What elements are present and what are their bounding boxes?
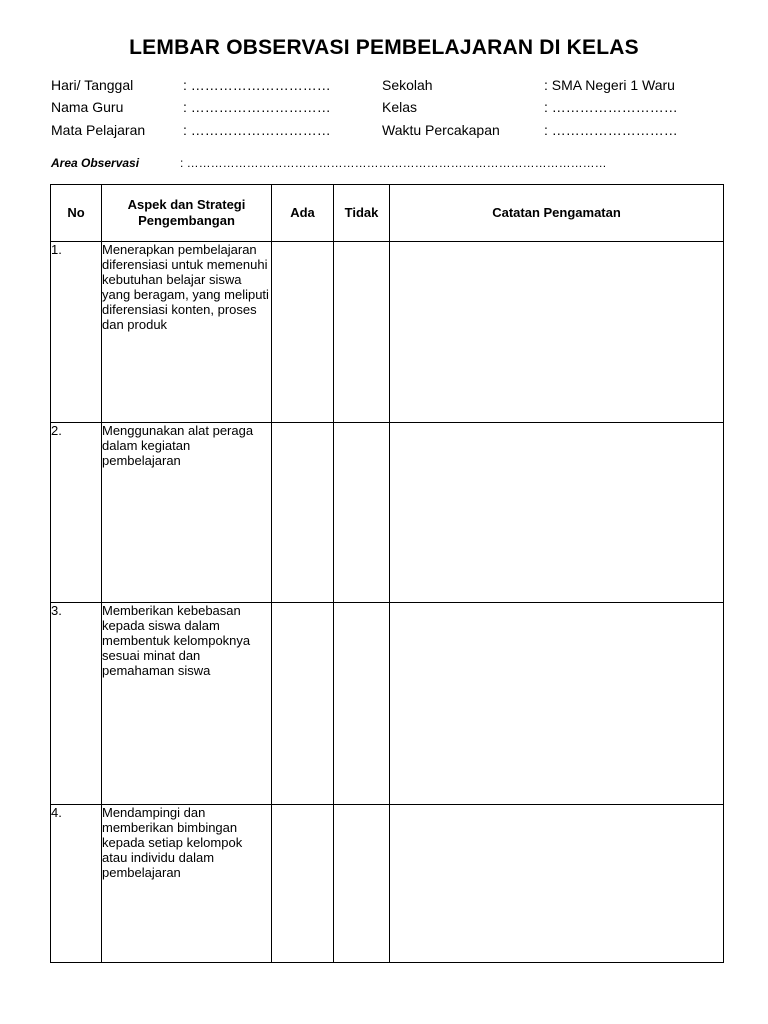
header-notes: Catatan Pengamatan: [390, 185, 724, 242]
info-label-teacher: Nama Guru: [51, 99, 124, 115]
row-notes-cell[interactable]: [390, 242, 724, 423]
info-value-time[interactable]: : ………………………: [544, 122, 678, 138]
row-aspect: Menerapkan pembelajaran diferensiasi untuk memenuhi kebutuhan belajar siswa yang beragam, yang meliputi diferensiasi konten, proses dan produk: [102, 242, 272, 423]
row-notes-cell[interactable]: [390, 603, 724, 805]
row-notes-cell[interactable]: [390, 423, 724, 603]
area-observasi-value[interactable]: : ……………………………………………………………………………………………: [180, 156, 607, 170]
header-no: No: [51, 185, 102, 242]
header-aspect-line1: Aspek dan Strategi: [127, 197, 246, 212]
row-tidak-cell[interactable]: [334, 242, 390, 423]
info-label-time: Waktu Percakapan: [382, 122, 500, 138]
info-value-school: : SMA Negeri 1 Waru: [544, 77, 675, 93]
row-ada-cell[interactable]: [272, 423, 334, 603]
row-tidak-cell[interactable]: [334, 805, 390, 963]
info-value-subject[interactable]: : …………………………: [183, 122, 331, 138]
table-row: [51, 423, 724, 603]
table-row: [51, 242, 724, 423]
table-row: [51, 603, 724, 805]
info-label-class: Kelas: [382, 99, 418, 115]
row-ada-cell[interactable]: [272, 242, 334, 423]
info-label-date: Hari/ Tanggal: [51, 77, 134, 93]
row-notes-cell[interactable]: [390, 805, 724, 963]
row-number: 4.: [51, 805, 102, 963]
header-aspect-line2: Pengembangan: [138, 213, 235, 228]
table-row: [51, 805, 724, 963]
header-tidak: Tidak: [334, 185, 390, 242]
row-aspect: Menggunakan alat peraga dalam kegiatan pembelajaran: [102, 423, 272, 603]
row-number: 1.: [51, 242, 102, 423]
info-value-date[interactable]: : …………………………: [183, 77, 331, 93]
row-tidak-cell[interactable]: [334, 603, 390, 805]
info-value-teacher[interactable]: : …………………………: [183, 99, 331, 115]
row-aspect: Memberikan kebebasan kepada siswa dalam membentuk kelompoknya sesuai minat dan pemahaman siswa: [102, 603, 272, 805]
observation-table: [50, 184, 724, 963]
info-label-school: Sekolah: [382, 77, 433, 93]
row-aspect: Mendampingi dan memberikan bimbingan kepada setiap kelompok atau individu dalam pembelajaran: [102, 805, 272, 963]
info-value-class[interactable]: : ………………………: [544, 99, 678, 115]
header-aspect: [102, 185, 272, 242]
info-label-subject: Mata Pelajaran: [51, 122, 146, 138]
row-ada-cell[interactable]: [272, 603, 334, 805]
row-number: 2.: [51, 423, 102, 603]
area-observasi-label: Area Observasi: [51, 156, 140, 170]
header-ada: Ada: [272, 185, 334, 242]
page-title: LEMBAR OBSERVASI PEMBELAJARAN DI KELAS: [129, 36, 639, 59]
row-ada-cell[interactable]: [272, 805, 334, 963]
table-header-row: [51, 185, 724, 242]
row-number: 3.: [51, 603, 102, 805]
row-tidak-cell[interactable]: [334, 423, 390, 603]
